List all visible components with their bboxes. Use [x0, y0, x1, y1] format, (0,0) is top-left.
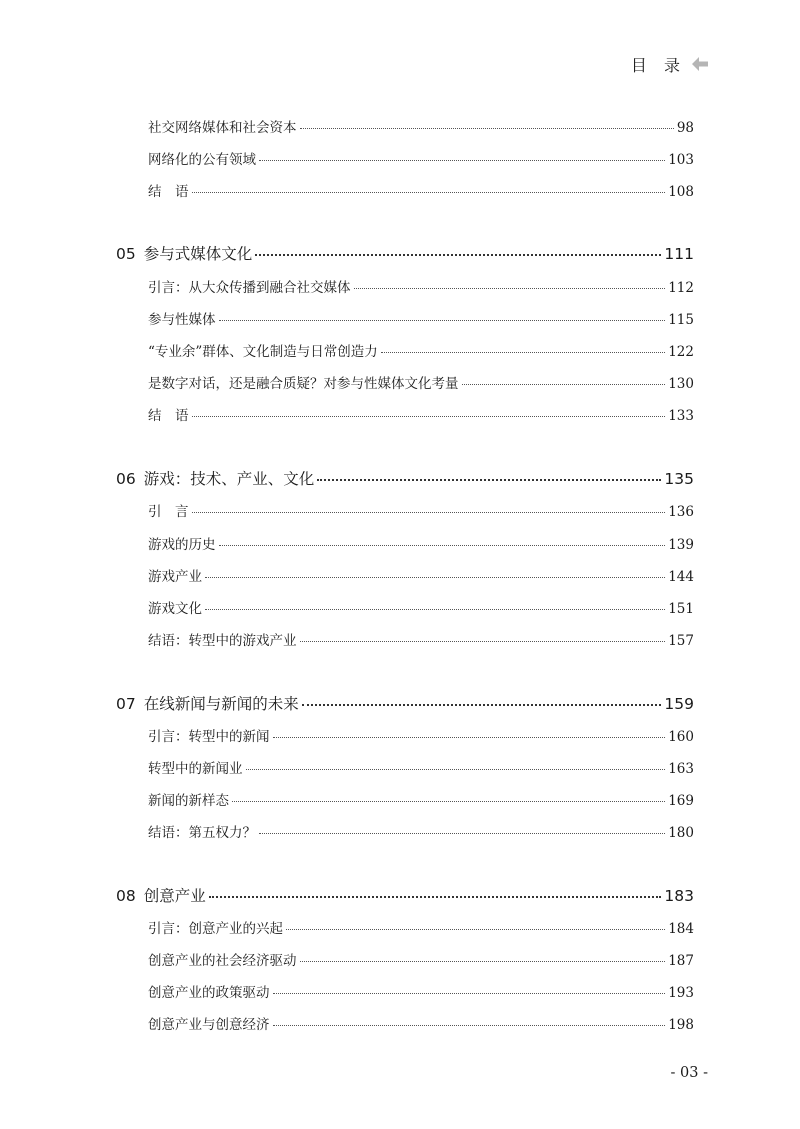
chapter-number: 08 — [116, 887, 136, 905]
toc-entry-page: 160 — [668, 729, 694, 745]
chapter-number: 06 — [116, 470, 136, 488]
header-title: 目 录 — [630, 55, 686, 75]
toc-entry-page: 184 — [668, 921, 694, 937]
dot-leader — [255, 254, 661, 256]
dot-leader — [273, 993, 666, 994]
toc-entry[interactable] — [148, 500, 694, 520]
toc-entry[interactable] — [148, 917, 694, 937]
toc-entry-page: 98 — [676, 120, 694, 136]
chapter-page: 159 — [664, 695, 694, 713]
toc-entry-page: 103 — [668, 152, 694, 168]
dot-leader — [192, 192, 666, 193]
toc-entry-title: 创意产业与创意经济 — [148, 1017, 270, 1033]
toc-entry-page: 198 — [668, 1017, 694, 1033]
toc-entry-title: 引言：转型中的新闻 — [148, 729, 270, 745]
toc-entry-title: 引言：从大众传播到融合社交媒体 — [148, 280, 351, 296]
toc-entry[interactable] — [148, 180, 694, 200]
chapter-page: 135 — [664, 470, 694, 488]
toc-entry-page: 136 — [668, 504, 694, 520]
toc-entry-page: 130 — [668, 376, 694, 392]
dot-leader — [219, 545, 666, 546]
toc-entry-title: 转型中的新闻业 — [148, 761, 243, 777]
toc-entry[interactable] — [148, 597, 694, 617]
dot-leader — [273, 737, 666, 738]
chapter-number: 05 — [116, 245, 136, 263]
toc-chapter[interactable] — [116, 467, 694, 489]
toc-entry[interactable] — [148, 116, 694, 136]
toc-entry[interactable] — [148, 148, 694, 168]
toc-entry[interactable] — [148, 340, 694, 360]
toc-entry-title: 结语：第五权力？ — [148, 825, 256, 841]
toc-chapter[interactable] — [116, 692, 694, 714]
chapter-page: 183 — [664, 887, 694, 905]
chapter-title: 游戏：技术、产业、文化 — [143, 470, 315, 488]
dot-leader — [246, 769, 666, 770]
toc-entry-title: 是数字对话，还是融合质疑？对参与性媒体文化考量 — [148, 376, 459, 392]
toc-entry-title: 参与性媒体 — [148, 312, 216, 328]
chapter-title: 参与式媒体文化 — [143, 245, 253, 263]
toc-entry[interactable] — [148, 276, 694, 296]
dot-leader — [192, 512, 666, 513]
toc-entry[interactable] — [148, 821, 694, 841]
toc-entry-page: 169 — [668, 793, 694, 809]
toc-chapter[interactable] — [116, 884, 694, 906]
toc-entry[interactable] — [148, 404, 694, 424]
toc-entry[interactable] — [148, 308, 694, 328]
toc-entry-title: 结 语 — [148, 184, 189, 200]
arrow-left-icon — [692, 57, 708, 71]
toc-chapter[interactable] — [116, 242, 694, 264]
toc-entry-page: 193 — [668, 985, 694, 1001]
dot-leader — [273, 1025, 666, 1026]
toc-entry-page: 108 — [668, 184, 694, 200]
toc-entry-title: 游戏文化 — [148, 601, 202, 617]
dot-leader — [259, 160, 665, 161]
toc-entry-title: 创意产业的社会经济驱动 — [148, 953, 297, 969]
toc-entry[interactable] — [148, 372, 694, 392]
toc-entry[interactable] — [148, 757, 694, 777]
dot-leader — [259, 833, 665, 834]
toc-entry-page: 133 — [668, 408, 694, 424]
toc-entry-title: 创意产业的政策驱动 — [148, 985, 270, 1001]
toc-entry[interactable] — [148, 789, 694, 809]
toc-entry-page: 151 — [668, 601, 694, 617]
dot-leader — [205, 577, 665, 578]
toc-entry[interactable] — [148, 565, 694, 585]
dot-leader — [209, 896, 662, 898]
toc-entry[interactable] — [148, 629, 694, 649]
toc-entry[interactable] — [148, 949, 694, 969]
toc-entry-title: 网络化的公有领域 — [148, 152, 256, 168]
toc-entry-title: 结语：转型中的游戏产业 — [148, 633, 297, 649]
toc-entry-page: 115 — [668, 312, 694, 328]
toc-entry-title: “专业余”群体、文化制造与日常创造力 — [148, 344, 378, 360]
page-number: - 03 - — [670, 1065, 708, 1081]
toc-entry-page: 180 — [668, 825, 694, 841]
toc-entry-title: 引 言 — [148, 504, 189, 520]
dot-leader — [317, 479, 661, 481]
toc-entry-title: 引言：创意产业的兴起 — [148, 921, 283, 937]
dot-leader — [232, 801, 665, 802]
toc-entry-page: 112 — [668, 280, 694, 296]
toc-entry-title: 社交网络媒体和社会资本 — [148, 120, 297, 136]
dot-leader — [205, 609, 665, 610]
dot-leader — [192, 416, 666, 417]
toc-entry[interactable] — [148, 981, 694, 1001]
chapter-title: 在线新闻与新闻的未来 — [143, 695, 299, 713]
chapter-title: 创意产业 — [143, 887, 206, 905]
dot-leader — [300, 641, 666, 642]
dot-leader — [300, 128, 674, 129]
dot-leader — [462, 384, 666, 385]
dot-leader — [354, 288, 666, 289]
toc-entry-page: 163 — [668, 761, 694, 777]
toc-entry-title: 新闻的新样态 — [148, 793, 229, 809]
dot-leader — [300, 961, 666, 962]
toc-entry[interactable] — [148, 725, 694, 745]
toc-entry-title: 游戏的历史 — [148, 537, 216, 553]
page-header — [631, 52, 708, 76]
dot-leader — [381, 352, 665, 353]
dot-leader — [219, 320, 666, 321]
dot-leader — [302, 704, 662, 706]
chapter-number: 07 — [116, 695, 136, 713]
chapter-page: 111 — [664, 245, 694, 263]
toc-entry-page: 122 — [668, 344, 694, 360]
toc-entry-page: 157 — [668, 633, 694, 649]
toc-entry-title: 游戏产业 — [148, 569, 202, 585]
toc-entry-title: 结 语 — [148, 408, 189, 424]
toc-entry[interactable] — [148, 533, 694, 553]
dot-leader — [286, 929, 665, 930]
toc-entry-page: 144 — [668, 569, 694, 585]
toc-entry-page: 139 — [668, 537, 694, 553]
toc-entry-page: 187 — [668, 953, 694, 969]
toc-entry[interactable] — [148, 1013, 694, 1033]
